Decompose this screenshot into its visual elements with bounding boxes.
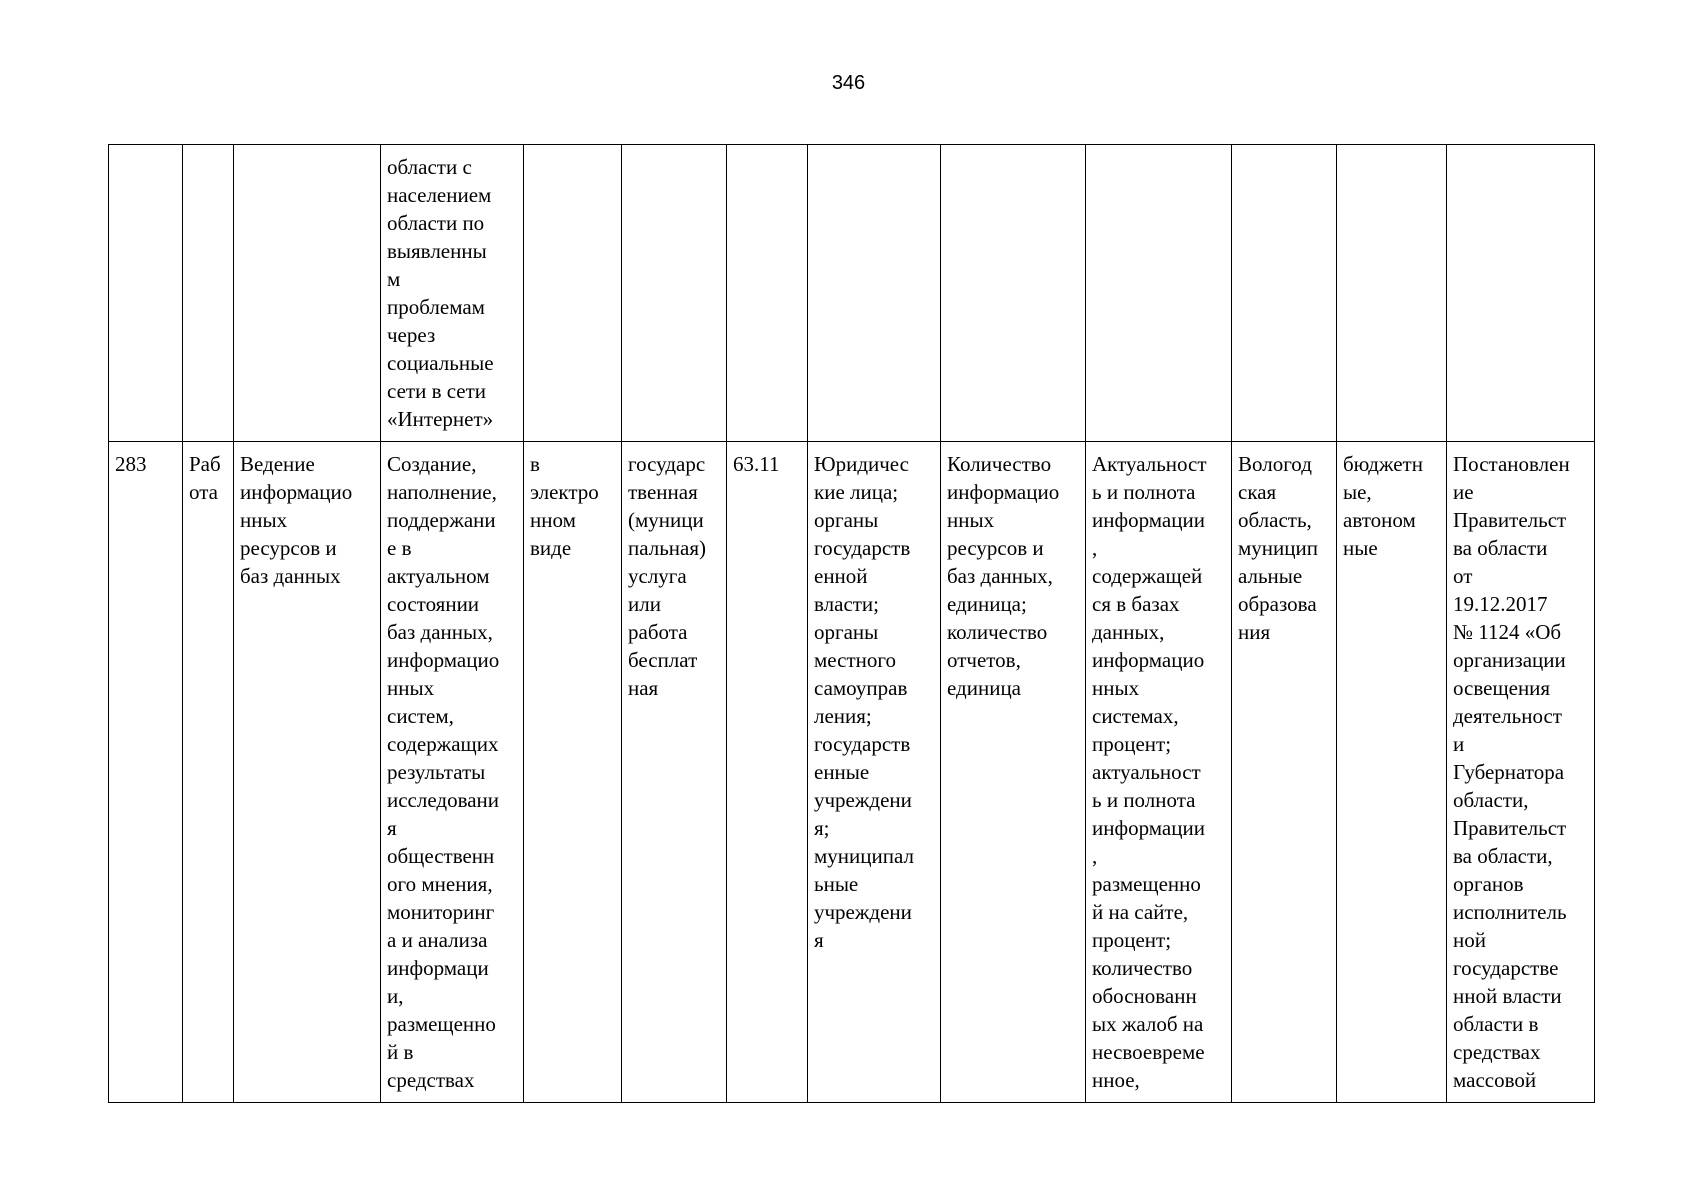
cell-volume-indicators [941,145,1086,442]
cell-legal-basis [1447,145,1595,442]
cell-consumers: Юридичес кие лица; органы государств енной власти; органы местного самоуправ ления; государств енные учреждени я; муниципал ьные учреждени я [808,442,941,1103]
cell-number [109,145,183,442]
cell-quality-indicators: Актуальност ь и полнота информации , содержащей ся в базах данных, информацио нных системах, процент; актуальност ь и полнота информации , размещенно й на сайте, процент; количество обоснованн ых жалоб на несвоевреме нное, [1086,442,1232,1103]
cell-content: Создание, наполнение, поддержани е в актуальном состоянии баз данных, информацио нных систем, содержащих результаты исследовани я общественн ого мнения, мониторинг а и анализа информаци и, размещенно й в средствах [381,442,524,1103]
cell-okved: 63.11 [727,442,808,1103]
page-number: 346 [831,72,866,94]
cell-legal-basis: Постановлен ие Правительст ва области от 19.12.2017 № 1124 «Об организации освещения деятельност и Губернатора области, Правительст ва области, органов исполнитель ной государстве нной власти области в средствах массовой [1447,442,1595,1103]
cell-consumers [808,145,941,442]
cell-service-type [622,145,727,442]
cell-territory [1232,145,1337,442]
cell-form [524,145,622,442]
cell-okved [727,145,808,442]
cell-service-type: государс твенная (муници пальная) услуга или работа бесплат ная [622,442,727,1103]
table-row [109,442,1595,1103]
cell-quality-indicators [1086,145,1232,442]
table-row [109,145,1595,442]
cell-number: 283 [109,442,183,1103]
cell-name: Ведение информацио нных ресурсов и баз данных [234,442,381,1103]
cell-type: Раб ота [183,442,234,1103]
cell-volume-indicators: Количество информацио нных ресурсов и баз данных, единица; количество отчетов, единица [941,442,1086,1103]
registry-table [108,144,1595,1103]
cell-institution-type [1337,145,1447,442]
cell-form: в электро нном виде [524,442,622,1103]
cell-name [234,145,381,442]
cell-type [183,145,234,442]
cell-content: области с населением области по выявленны м проблемам через социальные сети в сети «Интернет» [381,145,524,442]
cell-territory: Вологод ская область, муницип альные образова ния [1232,442,1337,1103]
cell-institution-type: бюджетн ые, автоном ные [1337,442,1447,1103]
